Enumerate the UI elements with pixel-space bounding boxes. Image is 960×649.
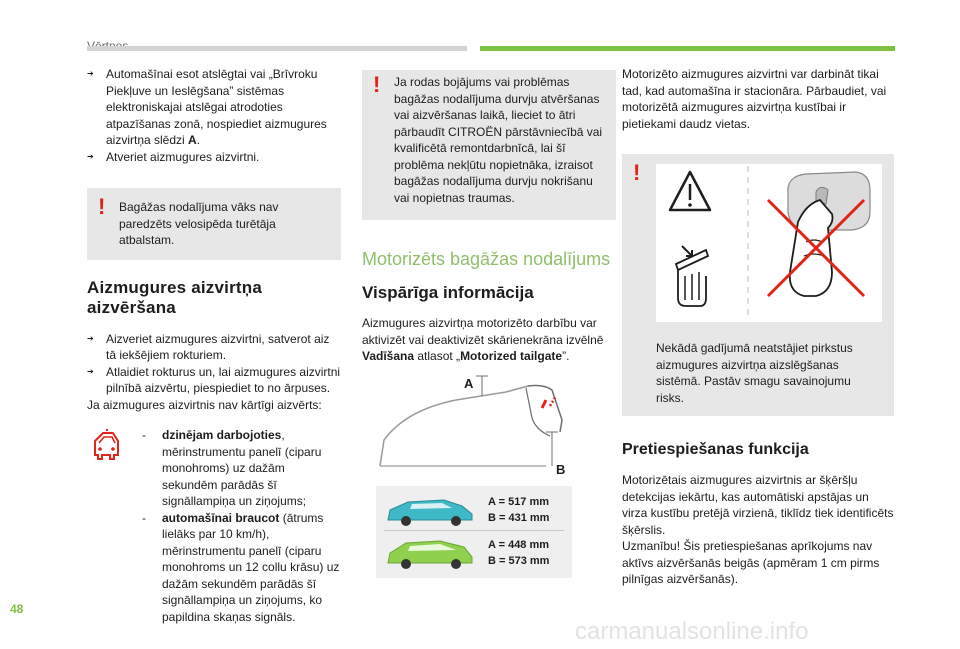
warning-bike-box: [87, 188, 341, 260]
condition-engine: - dzinējam darbojoties, mērinstrumentu panelī (ciparu monohroms) uz dažām sekundēm parādās šī signāllampiņa un ziņojums;: [142, 428, 322, 508]
car-green-icon: [382, 537, 478, 571]
warning-damage-box: [362, 70, 616, 220]
column-middle: [362, 74, 616, 365]
car-side-illustration: [376, 370, 572, 480]
condition-dash: -: [142, 428, 146, 442]
conditions-list: [142, 427, 341, 625]
closing-step-1: ➔ Aizveriet aizmugures aizvirtni, satverot aiz tā iekšējiem rokturiem.: [87, 331, 341, 364]
closing-step-2: ➔ Atlaidiet rokturus un, lai aizmugures aizvirtni pilnībā aizvērtu, piespiediet to no ārpuses.: [87, 364, 341, 397]
open-tailgate-warning-icon: [87, 429, 127, 465]
watermark: carmanualsonline.info: [575, 618, 809, 645]
fingers-warning-drawing: [656, 164, 882, 322]
anti-pinch-text: Motorizētais aizmugures aizvirtnis ar šķēršļu detekcijas iekārtu, kas automātiski apstājas un virza kustību pretējā virzienā, tiklīdz tiek identificēts šķērslis.: [622, 473, 894, 537]
condition-driving: - automašīnai braucot (ātrums lielāks par 10 km/h), mērinstrumentu panelī (ciparu monohroms un 12 collu krāsu) uz dažām sekundēm parādās šī signāllampiņa un ziņojums, ko papildina skaņas signāls.: [142, 510, 340, 624]
measurement-a: A = 448 mm: [488, 539, 550, 551]
measurement-row: [376, 492, 572, 530]
column-right: [622, 66, 894, 588]
measurement-b: B = 431 mm: [488, 512, 550, 524]
measurements-box: [376, 486, 572, 578]
opening-steps: [87, 66, 341, 165]
opening-step-2: ➔ Atveriet aizmugures aizvirtni.: [87, 149, 341, 166]
fingers-illustration: [656, 164, 882, 322]
label-b: B: [556, 462, 566, 477]
menu-name: Vadīšana: [362, 349, 415, 363]
closing-note: Ja aizmugures aizvirtnis nav kārtīgi aizvērts:: [87, 397, 322, 412]
warning-icon: !: [633, 160, 641, 185]
page-number: 48: [10, 602, 24, 616]
general-info-title: Vispārīga informācija: [362, 283, 534, 302]
warning-bike-text: Bagāžas nodalījuma vāks nav paredzēts velosipēda turētāja atbalstam.: [119, 200, 279, 247]
column-left: [87, 66, 341, 625]
measurement-row: [376, 537, 572, 575]
warning-icon: !: [373, 72, 381, 97]
anti-pinch-title: Pretiespiešanas funkcija: [622, 441, 809, 458]
menu-option: Motorized tailgate: [460, 349, 563, 363]
opening-step-1: ➔ Automašīnai esot atslēgtai vai „Brīvroku Piekļuve un Ieslēgšana” sistēmas elektroniskajai atslēgai atrodoties atpazīšanas zonā, nospiediet aizmugures aizvirtņa slēdzi A.: [87, 66, 341, 149]
conditions-block: [87, 427, 341, 625]
closing-title: Aizmugures aizvirtņa aizvēršana: [87, 277, 262, 317]
warning-fingers-box: [622, 154, 894, 416]
warning-icon: !: [98, 194, 106, 219]
warning-damage-text: Ja rodas bojājums vai problēmas bagāžas nodalījuma durvju atvēršanas vai aizvēršanas laikā, lieciet to ātri pārbaudīt CITROËN pārstāvniecībā vai kvalificētā remontdarbnīcā, lai šī problēma nekļūtu nopietnāka, izraisot bagāžas nodalījuma durvju nokrišanu vai nopietnas traumas.: [394, 75, 603, 205]
closing-steps: [87, 331, 341, 397]
motorized-section-title: Motorizēts bagāžas nodalījums: [362, 249, 611, 269]
header-bar-gray: [87, 46, 467, 51]
switch-letter: A: [188, 133, 197, 147]
condition-driving-bold: automašīnai braucot: [162, 510, 280, 525]
car-cyan-icon: [382, 494, 478, 528]
condition-engine-bold: dzinējam darbojoties: [162, 428, 282, 442]
measurement-b: B = 573 mm: [488, 555, 550, 567]
measurement-a: A = 517 mm: [488, 496, 550, 508]
motorized-intro: Motorizēto aizmugures aizvirtni var darbināt tikai tad, kad automašīna ir stacionāra. Pārbaudiet, vai motorizētā aizmugures aizvirtņa kustībai ir pietiekami daudz vietas.: [622, 67, 887, 131]
general-info-text: Aizmugures aizvirtņa motorizēto darbību var aktivizēt vai deaktivizēt skārienekrāna izvēlnē Vadīšana atlasot „Motorized tailgate”.: [362, 316, 604, 363]
label-a: A: [464, 376, 474, 391]
header-bar-green: [480, 46, 895, 51]
measurement-divider: [384, 530, 564, 531]
anti-pinch-note: Uzmanību! Šis pretiespiešanas aprīkojums nav aktīvs aizvēršanās beigās (apmēram 1 cm pirms pilnīgas aizvēršanās).: [622, 539, 880, 586]
warning-fingers-text: Nekādā gadījumā neatstājiet pirkstus aizmugures aizvirtņa aizslēgšanas sistēmā. Pastāv smagu savainojumu risks.: [656, 341, 853, 405]
tailgate-diagram: [376, 370, 572, 480]
condition-dash: -: [142, 510, 146, 525]
